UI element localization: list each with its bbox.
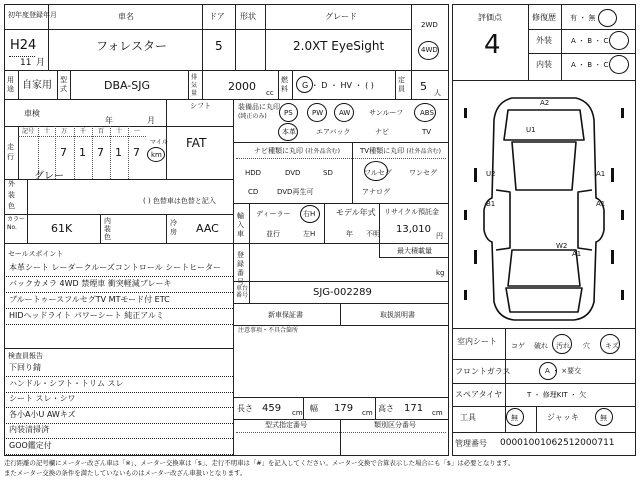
mileage-header-cell: 百 — [98, 128, 105, 135]
inspection-year-unit: 年 — [105, 116, 113, 125]
divider — [249, 281, 250, 303]
equipment-sub: (純正のみ) — [238, 113, 267, 120]
divider — [411, 4, 412, 70]
divider — [452, 406, 636, 407]
divider — [202, 4, 203, 70]
drive-2wd: 2WD — [421, 21, 438, 29]
inspector-report-line: 各小A小U AWキズ — [9, 409, 76, 419]
mileage-header-cell: 十 — [44, 128, 51, 135]
divider — [265, 4, 266, 70]
equip-leather: 本革 — [282, 128, 296, 136]
notice-label: 注意事項・不具合箇所 — [238, 327, 299, 334]
mileage-header-cell: 千 — [80, 128, 87, 135]
model-code: DBA-SJG — [104, 79, 151, 92]
divider — [233, 325, 449, 326]
width-value: 179 — [334, 403, 354, 414]
width-label: 幅 — [310, 404, 318, 413]
equip-aw: AW — [339, 109, 351, 117]
divider — [48, 29, 411, 30]
divider — [528, 4, 529, 80]
divider — [4, 407, 233, 408]
score-value: 4 — [484, 30, 501, 60]
sales-point-line: HIDヘッドライト パワーシート 純正アルミ — [9, 311, 164, 320]
equip-abs-circle — [414, 103, 436, 122]
divider — [233, 142, 449, 143]
grade-value: 2.0XT EyeSight — [293, 39, 385, 53]
exterior-color-label: 外装色 — [8, 180, 15, 210]
unit-mile: マイル — [150, 139, 168, 146]
footer-note-2: またメーター交換の条件を満たしていないものはメーター改ざん車扱いとなります。 — [4, 469, 247, 477]
first-reg-month: 11 — [20, 58, 32, 68]
inspector-report-line: 内装清掃済 — [9, 425, 49, 434]
import-label: 輸入車 — [237, 212, 244, 238]
divider — [4, 348, 233, 349]
divider — [233, 281, 449, 282]
divider — [233, 203, 449, 204]
divider — [452, 359, 636, 360]
month-unit: 月 — [36, 58, 46, 68]
shift-value: FAT — [186, 136, 207, 150]
inspector-report-line: シート スレ・シワ — [9, 394, 76, 403]
diagram-label-w2: W2 — [556, 242, 568, 250]
shift-label: シフト — [190, 102, 211, 110]
tv-fullseg: フルセグ — [364, 169, 392, 177]
navi-dvd: DVD — [285, 169, 301, 177]
divider — [4, 308, 233, 309]
tv-analog: アナログ — [362, 188, 390, 196]
sales-points-label: セールスポイント — [8, 250, 64, 258]
import-dealer: ディーラー — [256, 210, 291, 218]
repair-none-circle — [598, 9, 617, 27]
divider — [202, 70, 203, 99]
width-unit: cm — [362, 409, 373, 417]
import-right-circle — [300, 205, 320, 223]
divider — [561, 4, 562, 80]
divider — [4, 243, 233, 244]
mileage-digit: 7 — [60, 146, 67, 159]
use-label: 用途 — [7, 76, 14, 93]
recycle-label: リサイクル預託金 — [384, 208, 440, 216]
divider — [4, 292, 233, 293]
import-parallel: 並行 — [266, 230, 280, 238]
inspection-month-unit: 月 — [147, 116, 155, 125]
sales-point-line: 本革シート レーダークルーズコントロール シートヒーター — [9, 263, 221, 272]
seat-label: 室内シート — [457, 337, 497, 346]
divider — [4, 376, 233, 377]
mgmt-no-value: 00001001062512000711 — [500, 438, 615, 448]
displacement-unit: cc — [266, 89, 274, 97]
car-name: フォレスター — [96, 39, 168, 53]
divider — [536, 406, 537, 432]
drive-4wd-circle — [418, 41, 439, 60]
seat-hole: 穴 — [583, 342, 590, 350]
divider — [4, 29, 48, 30]
divider — [4, 438, 233, 439]
navi-dvd-play: DVD再生可 — [277, 188, 314, 196]
class-number-label: 類別区分番号 — [374, 421, 416, 429]
spare-tire-opts: T ・ 修理KIT ・ 欠 — [527, 391, 587, 399]
mileage-digit: 7 — [133, 146, 140, 159]
interior-color-label: 内装色 — [104, 217, 111, 241]
diagram-label-a1-right2: A1 — [596, 200, 606, 208]
capacity-value: 5 — [420, 80, 427, 93]
diagram-label-a1-rear: A1 — [572, 250, 582, 258]
divider — [233, 243, 449, 244]
equip-sunroof: サンルーフ — [369, 109, 404, 117]
divider — [4, 324, 233, 325]
divider — [528, 53, 636, 54]
mileage-digit: 1 — [79, 146, 86, 159]
use-value: 自家用 — [22, 80, 52, 91]
divider — [303, 397, 304, 419]
divider — [236, 158, 446, 159]
divider — [27, 179, 28, 214]
interior-grade-label: 内装 — [536, 60, 552, 69]
import-left: 左H — [303, 230, 316, 238]
diagram-label-a2: A2 — [540, 99, 550, 107]
color-code-value: 61K — [51, 222, 73, 235]
exterior-color-value: グレー — [34, 171, 64, 182]
windshield-label: フロントガラス — [455, 367, 511, 376]
equipment-title: 装備品に丸印 — [238, 103, 280, 111]
divider — [57, 70, 58, 99]
equip-abs: ABS — [420, 109, 434, 117]
exterior-color-note: ( ) 色替車は色替と記入 — [143, 197, 216, 205]
divider — [18, 70, 19, 99]
divider — [110, 126, 111, 179]
model-year-label: モデル年式 — [336, 208, 376, 217]
tool-label: 工具 — [460, 413, 476, 422]
inspection-label: 車検 — [24, 109, 40, 118]
equip-ps: PS — [284, 109, 293, 117]
repair-history-label: 修復歴 — [532, 13, 556, 22]
seat-scratch: キズ — [605, 342, 619, 350]
navi-sd: SD — [323, 169, 333, 177]
model-year-unit: 年 — [346, 230, 353, 238]
import-right: 右H — [303, 210, 316, 218]
equip-airbag: エアバック — [316, 128, 351, 136]
equip-pw-circle — [307, 103, 327, 122]
divider — [379, 257, 449, 258]
divider — [4, 276, 233, 277]
color-code-label: カラーNo. — [7, 216, 26, 231]
equip-navi: ナビ — [375, 128, 389, 136]
jack-label: ジャッキ — [547, 413, 579, 422]
divider — [4, 214, 233, 215]
navi-cd: CD — [248, 188, 259, 196]
divider — [236, 432, 446, 433]
interior-c-circle — [609, 55, 629, 74]
divider — [452, 432, 636, 433]
divider — [340, 303, 341, 325]
navi-hdd: HDD — [245, 169, 262, 177]
height-value: 171 — [404, 403, 424, 414]
equip-tv: TV — [422, 128, 432, 136]
exterior-grade-opts: A ・ B ・ C — [571, 37, 609, 45]
divider — [4, 392, 233, 393]
doc-new-warranty: 新車保証書 — [268, 311, 303, 319]
model-year-unknown: 不明 — [366, 230, 380, 238]
score-label: 評価点 — [478, 13, 502, 22]
repair-history-opts: 有 ・ 無 — [570, 14, 596, 22]
divider — [188, 70, 189, 99]
seat-stain: 汚れ — [556, 342, 570, 350]
door-label: ドア — [209, 12, 225, 21]
divider — [249, 203, 250, 243]
divider — [92, 126, 93, 179]
mgmt-no-label: 管理番号 — [455, 439, 487, 448]
seat-tear: 破れ — [534, 342, 548, 350]
divider — [4, 423, 233, 424]
seat-stain-circle — [552, 334, 572, 354]
equip-leather-circle — [278, 123, 298, 141]
seat-burn: コゲ — [511, 342, 525, 350]
diagram-label-a1-right: A1 — [596, 170, 606, 178]
door-count: 5 — [215, 39, 223, 53]
type-designation-label: 型式指定番号 — [265, 421, 307, 429]
chassis-label: 車台番号 — [236, 285, 249, 299]
model-label: 型式 — [60, 76, 67, 93]
height-unit: cm — [432, 409, 443, 417]
exterior-c-circle — [609, 31, 629, 50]
jack-none-circle — [595, 408, 613, 426]
tv-fullseg-circle — [364, 161, 388, 181]
divider — [233, 99, 234, 456]
diagram-label-u2: U2 — [486, 170, 496, 178]
footer-note-1: 走行距離の記号欄にメーター改ざん車は「※」、メーター交換車は「$」、走行不明車は「#」を記入してください。メーター交換で合算表示した場合にも「$」は必要となります。 — [4, 459, 515, 467]
inspector-report-line: GOO鑑定付 — [9, 440, 52, 450]
inspector-report-line: ハンドル・シフト・トリム スレ — [9, 378, 124, 388]
ac-value: AAC — [196, 222, 219, 235]
divider — [18, 126, 19, 179]
fuel-options: G ・ D ・ HV ・ ( ) — [302, 81, 374, 90]
equip-pw: PW — [312, 109, 324, 117]
divider — [4, 99, 449, 100]
capacity-unit: 人 — [434, 89, 441, 97]
car-name-label: 車名 — [118, 12, 134, 21]
tool-value: 無 — [511, 414, 518, 422]
mileage-header-cell: 十 — [116, 128, 123, 135]
mileage-digit: 1 — [115, 146, 122, 159]
tv-oneseg: ワンセグ — [409, 169, 437, 177]
divider — [233, 303, 449, 304]
drive-4wd: 4WD — [421, 46, 438, 54]
km-circle — [147, 147, 165, 162]
jack-value: 無 — [600, 414, 607, 422]
inspector-report-line: 下回り錆 — [9, 363, 41, 372]
spare-tire-label: スペアタイヤ — [455, 390, 503, 399]
length-value: 459 — [262, 403, 282, 414]
windshield-a-circle — [539, 362, 557, 380]
divider — [411, 70, 412, 99]
divider — [292, 70, 293, 99]
first-reg-label: 初年度登録年月 — [8, 11, 57, 19]
divider — [375, 397, 376, 419]
doc-manual: 取扱説明書 — [380, 311, 415, 319]
height-label: 高さ — [378, 404, 394, 413]
divider — [278, 70, 279, 99]
grade-label: グレード — [325, 12, 357, 21]
diagram-label-b1: B1 — [486, 200, 496, 208]
divider — [128, 126, 129, 179]
shape-label: 形状 — [240, 12, 256, 21]
inspector-report-label: 検査員報告 — [8, 352, 43, 360]
divider — [340, 419, 341, 456]
divider — [249, 243, 250, 281]
length-label: 長さ — [237, 404, 253, 413]
divider — [233, 419, 449, 420]
tool-none-circle — [506, 408, 524, 426]
capacity-label: 定員 — [398, 76, 405, 93]
divider — [4, 454, 233, 455]
fuel-label: 燃料 — [281, 76, 288, 93]
mileage-side-label: 走行 — [7, 143, 14, 161]
mileage-digit: 7 — [97, 146, 104, 159]
fuel-g-circle — [296, 76, 313, 93]
chassis-value: SJG-002289 — [313, 287, 372, 298]
sales-point-line: バックカメラ 4WD 禁煙車 衝突軽減ブレーキ — [9, 279, 172, 288]
car-damage-diagram — [452, 80, 636, 328]
unit-km: km — [151, 151, 162, 159]
divider — [74, 126, 75, 179]
interior-grade-opts: A ・ B ・ C — [571, 61, 609, 69]
divider — [27, 214, 28, 243]
divider — [18, 136, 146, 137]
max-load-label: 最大積載量 — [397, 247, 432, 255]
displacement-label: 排気量 — [191, 74, 198, 97]
divider — [379, 203, 380, 257]
divider — [70, 70, 71, 99]
equip-aw-circle — [334, 103, 354, 122]
divider — [235, 4, 236, 70]
recycle-value: 13,010 — [396, 224, 431, 235]
divider — [452, 383, 636, 384]
divider — [528, 29, 636, 30]
mileage-header-cell: 記号 — [22, 128, 35, 135]
windshield-opts: A ・ ×要交 — [545, 367, 582, 375]
displacement-value: 2000 — [228, 80, 256, 93]
divider — [100, 214, 101, 243]
seat-scratch-circle — [600, 334, 620, 354]
divider — [352, 142, 353, 203]
divider — [9, 56, 35, 57]
first-reg-year: H24 — [10, 38, 37, 53]
exterior-grade-label: 外装 — [536, 36, 552, 45]
length-unit: cm — [292, 409, 303, 417]
mileage-header-cell: 万 — [61, 128, 68, 135]
max-load-unit: kg — [436, 269, 445, 277]
sales-point-line: ブルートゥースフルセグTV MTモード付 ETC — [9, 295, 170, 304]
divider — [452, 328, 636, 329]
divider — [166, 214, 167, 243]
mileage-header-cell: 一 — [134, 128, 141, 135]
equip-ps-circle — [279, 103, 298, 122]
diagram-label-u1: U1 — [526, 126, 536, 134]
tv-title: TV種類に丸印 (社外品含む) — [360, 147, 441, 155]
divider — [233, 397, 449, 398]
navi-title: ナビ種類に丸印 (社外品含む) — [254, 147, 340, 155]
divider — [395, 70, 396, 99]
reg-no-label: 登録番号 — [237, 251, 244, 286]
divider — [324, 203, 325, 243]
recycle-unit: 円 — [436, 232, 443, 240]
ac-label: 冷房 — [170, 219, 177, 236]
